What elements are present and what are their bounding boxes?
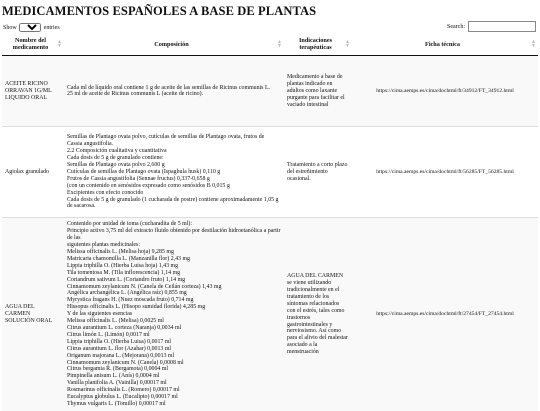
composition-line: Matricaria chamomilla L. (Manzanilla flor) 2,43 mg bbox=[67, 255, 191, 262]
column-header-indications[interactable]: Indicaciones terapéuticas ▲ ▼ bbox=[284, 34, 352, 56]
composition-line: 2.2 Composición cualitativa y cuantitativa bbox=[67, 148, 167, 155]
composition-cell bbox=[64, 56, 284, 127]
composition-line: Vanilla planifolia A. (Vainilla) 0,00017 ml bbox=[67, 380, 167, 387]
composition-line: Cada ml de líquido oral contiene 1 g de aceite de las semillas de Ricinus communis L. bbox=[67, 84, 271, 91]
composition-line: Cada dosis de 5 g de granulado contiene: bbox=[67, 155, 164, 162]
show-label: Show bbox=[3, 24, 17, 31]
table-row bbox=[2, 127, 538, 218]
composition-line: Hissopus officinalis L. (Hisopo sumidad florida) 4,285 mg bbox=[67, 304, 206, 311]
page-title: MEDICAMENTOS ESPAÑOLES A BASE DE PLANTAS bbox=[2, 4, 317, 18]
composition-line: Melissa officinalis L. (Melisa hoja) 9,285 mg bbox=[67, 249, 174, 256]
composition-line: Citrus bergamia R. (Bergamota) 0,0004 ml bbox=[67, 366, 169, 373]
tech-sheet-link[interactable]: https://cima.aemps.es/cima/dochtml/ft/27454/FT_27454.html bbox=[352, 218, 538, 411]
composition-line: Semillas de Plantago ovata polvo 2,600 g bbox=[67, 162, 165, 169]
composition-line: Angélica archangélica L. (Angélica raíz) 0,855 mg bbox=[67, 290, 187, 297]
composition-line: Myrystica fragans H. (Nuez moscada fruto) 0,714 mg bbox=[67, 297, 194, 304]
tech-sheet-link[interactable]: https://cima.aemps.es/cima/dochtml/ft/56285/FT_56285.html bbox=[352, 127, 538, 218]
entries-label: entries bbox=[43, 24, 60, 31]
composition-cell bbox=[64, 218, 284, 411]
sort-icon: ▲ ▼ bbox=[57, 39, 62, 49]
column-header-tech-sheet[interactable]: Ficha técnica ▲ ▼ bbox=[352, 34, 538, 56]
composition-line: Coriandrum sativum L. (Coriandro fruto) 1,14 mg bbox=[67, 276, 186, 283]
composition-line: 25 ml de aceite de Ricinus communis L (aceite de ricino). bbox=[67, 91, 204, 98]
sort-icon: ▲ ▼ bbox=[277, 39, 282, 49]
search-input[interactable] bbox=[468, 21, 536, 32]
composition-line: Citrus limón L. (Limón) 0,0017 ml bbox=[67, 331, 150, 338]
composition-line: Eucalyptus globulus L. (Eucalipto) 0,00017 ml bbox=[67, 394, 178, 401]
composition-line: Rosmarinus officinalis L. (Romero) 0,00017 ml bbox=[67, 387, 180, 394]
composition-line: Y de las siguientes esencias bbox=[67, 311, 133, 318]
indications-cell: Tratamiento a corto plazo del estreñimiento ocasional. bbox=[284, 127, 352, 218]
composition-line: Cada dosis de 5 g de granulado (1 cucharada de postre) contiene aproximadamente 1,05 g de sacarosa. bbox=[67, 196, 279, 210]
composition-line: Excipientes con efecto conocido bbox=[67, 189, 144, 196]
composition-line: Cinnamomum zeylanicum N. (Canela) 0,0008 ml bbox=[67, 359, 184, 366]
composition-line: Citrus aurantium L. flor (Azahar) 0,0013 ml bbox=[67, 345, 172, 352]
tech-sheet-link[interactable]: https://cima.aemps.es/cima/dochtml/ft/34912/FT_34912.html bbox=[352, 56, 538, 127]
composition-line: siguientes plantas medicinales: bbox=[67, 242, 140, 249]
medicine-name: Agiolax granulado bbox=[2, 127, 64, 218]
composition-line: Lippia triphilla O. (Hierba Luisa hoja) 1,43 mg bbox=[67, 262, 179, 269]
column-header-name[interactable]: Nombre del medicamento ▲ ▼ bbox=[2, 34, 64, 56]
composition-line: Semillas de Plantago ovata polvo, cutículas de semillas de Plantago ovata, frutos de Cassia angustifolia. bbox=[67, 134, 265, 148]
composition-line: Contenido por unidad de toma (cucharadita de 5 ml): bbox=[67, 221, 192, 228]
sort-icon: ▲ ▼ bbox=[345, 39, 350, 49]
medicine-name: ACEITE RICINO ORRAVAN 1G/ML LIQUIDO ORAL bbox=[2, 56, 64, 127]
table-header-row bbox=[2, 34, 538, 56]
composition-cell bbox=[64, 127, 284, 218]
table-row bbox=[2, 218, 538, 411]
composition-line: Thymus vulgaris L. (Tomillo) 0,00017 ml bbox=[67, 400, 166, 407]
medicines-table bbox=[2, 34, 538, 411]
table-row bbox=[2, 56, 538, 127]
composition-line: Melissa officinalis L. (Melisa) 0,0025 ml bbox=[67, 318, 164, 325]
indications-cell: AGUA DEL CARMEN se viene utilizando tradicionalmente en el tratamiento de los síntomas relacionados con el estrés, tales como trastornos gastrointestinales y nerviosismo. Así como para el alivio del malestar asociado a la menstruación bbox=[284, 218, 352, 411]
sort-icon: ▲ ▼ bbox=[531, 39, 536, 49]
composition-line: Cutículas de semillas de Plantago ovata (Ispaghula husk) 0,110 g bbox=[67, 168, 221, 175]
column-header-composition[interactable]: Composición ▲ ▼ bbox=[64, 34, 284, 56]
length-menu bbox=[3, 23, 60, 33]
composition-line: Lippia triphilla O. (Hierba Luisa) 0,0017 ml bbox=[67, 338, 172, 345]
composition-line: Principio activo 3,75 ml del extracto fluido obtenido por destilación hidroetanólica a partir de las bbox=[67, 228, 281, 242]
indications-cell: Medicamento a base de plantas indicado en adultos como laxante purgante para facilitar el vaciado intestinal bbox=[284, 56, 352, 127]
composition-line: Pimpinella anisum L. (Anís) 0,0004 ml bbox=[67, 373, 160, 380]
composition-line: Cinnamomum zeylanicum N. (Canela de Ceilán corteza) 1,43 mg bbox=[67, 283, 222, 290]
search-box bbox=[447, 21, 536, 33]
medicine-name: AGUA DEL CARMEN SOLUCIÓN ORAL bbox=[2, 218, 64, 411]
entries-select[interactable] bbox=[19, 23, 41, 32]
composition-line: Origanum majorana L. (Mejorana) 0,0013 ml bbox=[67, 352, 175, 359]
composition-line: (con un contenido en senósidos expresado como senósidos B 0,015 g bbox=[67, 182, 230, 189]
search-label: Search: bbox=[447, 23, 465, 30]
composition-line: Tila tomentosa M. (Tila inflorescencia) 1,14 mg bbox=[67, 269, 181, 276]
composition-line: Citrus aurantium L. corteza (Naranja) 0,0034 ml bbox=[67, 325, 182, 331]
composition-line: Frutos de Cassia angustifolia (Sennae fructus) 0,337-0,658 g bbox=[67, 175, 210, 182]
